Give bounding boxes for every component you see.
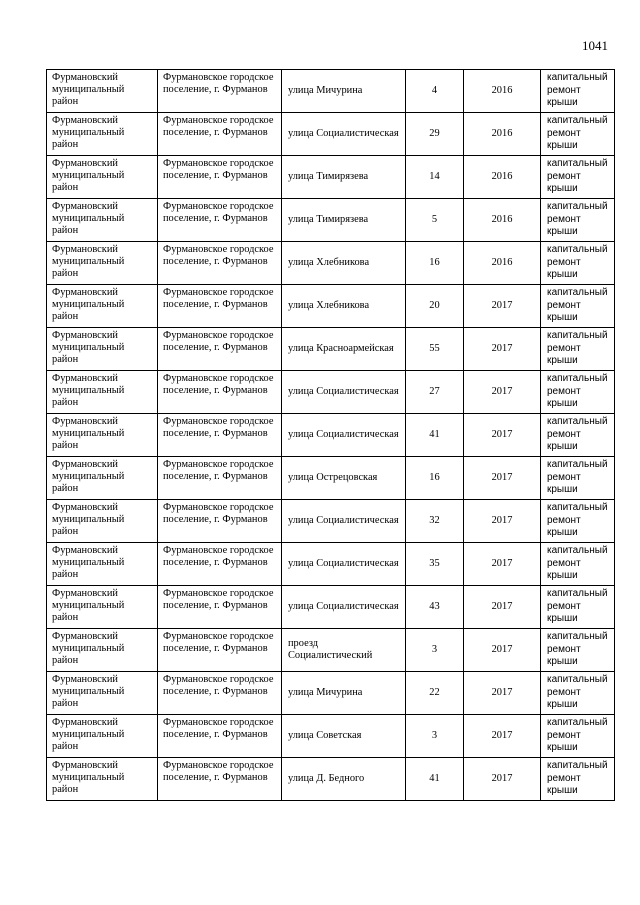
- work-type-cell: капитальный ремонт крыши: [541, 414, 615, 457]
- district-cell: Фурмановский муниципальный район: [47, 199, 158, 242]
- district-cell: Фурмановский муниципальный район: [47, 328, 158, 371]
- house-number-cell: 4: [406, 70, 464, 113]
- house-number-cell: 14: [406, 156, 464, 199]
- settlement-cell: Фурмановское городское поселение, г. Фурманов: [158, 371, 282, 414]
- district-cell: Фурмановский муниципальный район: [47, 500, 158, 543]
- work-type-cell: капитальный ремонт крыши: [541, 457, 615, 500]
- street-cell: улица Советская: [282, 715, 406, 758]
- street-cell: улица Социалистическая: [282, 586, 406, 629]
- house-number-cell: 41: [406, 758, 464, 801]
- house-number-cell: 16: [406, 457, 464, 500]
- work-type-cell: капитальный ремонт крыши: [541, 113, 615, 156]
- year-cell: 2017: [464, 758, 541, 801]
- street-cell: улица Социалистическая: [282, 371, 406, 414]
- house-number-cell: 22: [406, 672, 464, 715]
- settlement-cell: Фурмановское городское поселение, г. Фурманов: [158, 457, 282, 500]
- settlement-cell: Фурмановское городское поселение, г. Фурманов: [158, 715, 282, 758]
- work-type-cell: капитальный ремонт крыши: [541, 70, 615, 113]
- work-type-cell: капитальный ремонт крыши: [541, 543, 615, 586]
- settlement-cell: Фурмановское городское поселение, г. Фурманов: [158, 199, 282, 242]
- settlement-cell: Фурмановское городское поселение, г. Фурманов: [158, 414, 282, 457]
- table-row: [47, 586, 615, 629]
- table-row: [47, 113, 615, 156]
- table-row: [47, 70, 615, 113]
- district-cell: Фурмановский муниципальный район: [47, 156, 158, 199]
- work-type-cell: капитальный ремонт крыши: [541, 672, 615, 715]
- settlement-cell: Фурмановское городское поселение, г. Фурманов: [158, 586, 282, 629]
- street-cell: улица Тимирязева: [282, 199, 406, 242]
- work-type-cell: капитальный ремонт крыши: [541, 242, 615, 285]
- table-row: [47, 672, 615, 715]
- district-cell: Фурмановский муниципальный район: [47, 414, 158, 457]
- work-type-cell: капитальный ремонт крыши: [541, 328, 615, 371]
- year-cell: 2017: [464, 414, 541, 457]
- district-cell: Фурмановский муниципальный район: [47, 586, 158, 629]
- year-cell: 2017: [464, 371, 541, 414]
- street-cell: улица Социалистическая: [282, 500, 406, 543]
- settlement-cell: Фурмановское городское поселение, г. Фурманов: [158, 242, 282, 285]
- work-type-cell: капитальный ремонт крыши: [541, 715, 615, 758]
- house-number-cell: 16: [406, 242, 464, 285]
- registry-table: [46, 69, 615, 801]
- year-cell: 2016: [464, 242, 541, 285]
- work-type-cell: капитальный ремонт крыши: [541, 371, 615, 414]
- street-cell: улица Хлебникова: [282, 285, 406, 328]
- district-cell: Фурмановский муниципальный район: [47, 371, 158, 414]
- street-cell: улица Тимирязева: [282, 156, 406, 199]
- settlement-cell: Фурмановское городское поселение, г. Фурманов: [158, 328, 282, 371]
- district-cell: Фурмановский муниципальный район: [47, 457, 158, 500]
- district-cell: Фурмановский муниципальный район: [47, 543, 158, 586]
- street-cell: улица Острецовская: [282, 457, 406, 500]
- house-number-cell: 27: [406, 371, 464, 414]
- table-row: [47, 500, 615, 543]
- year-cell: 2017: [464, 457, 541, 500]
- work-type-cell: капитальный ремонт крыши: [541, 156, 615, 199]
- house-number-cell: 5: [406, 199, 464, 242]
- street-cell: улица Хлебникова: [282, 242, 406, 285]
- street-cell: улица Мичурина: [282, 70, 406, 113]
- district-cell: Фурмановский муниципальный район: [47, 285, 158, 328]
- table-row: [47, 414, 615, 457]
- district-cell: Фурмановский муниципальный район: [47, 672, 158, 715]
- page-number: 1041: [582, 38, 608, 53]
- district-cell: Фурмановский муниципальный район: [47, 242, 158, 285]
- year-cell: 2017: [464, 543, 541, 586]
- year-cell: 2017: [464, 629, 541, 672]
- house-number-cell: 20: [406, 285, 464, 328]
- table-row: [47, 715, 615, 758]
- street-cell: улица Красноармейская: [282, 328, 406, 371]
- house-number-cell: 35: [406, 543, 464, 586]
- district-cell: Фурмановский муниципальный район: [47, 715, 158, 758]
- district-cell: Фурмановский муниципальный район: [47, 629, 158, 672]
- house-number-cell: 3: [406, 715, 464, 758]
- house-number-cell: 3: [406, 629, 464, 672]
- house-number-cell: 43: [406, 586, 464, 629]
- year-cell: 2017: [464, 285, 541, 328]
- settlement-cell: Фурмановское городское поселение, г. Фурманов: [158, 758, 282, 801]
- table-row: [47, 629, 615, 672]
- work-type-cell: капитальный ремонт крыши: [541, 586, 615, 629]
- street-cell: улица Мичурина: [282, 672, 406, 715]
- registry-table-body: [47, 70, 615, 801]
- table-row: [47, 328, 615, 371]
- table-row: [47, 242, 615, 285]
- year-cell: 2016: [464, 70, 541, 113]
- year-cell: 2017: [464, 715, 541, 758]
- district-cell: Фурмановский муниципальный район: [47, 70, 158, 113]
- work-type-cell: капитальный ремонт крыши: [541, 758, 615, 801]
- street-cell: проезд Социалистический: [282, 629, 406, 672]
- year-cell: 2017: [464, 500, 541, 543]
- year-cell: 2017: [464, 672, 541, 715]
- year-cell: 2017: [464, 328, 541, 371]
- settlement-cell: Фурмановское городское поселение, г. Фурманов: [158, 70, 282, 113]
- year-cell: 2016: [464, 156, 541, 199]
- table-row: [47, 156, 615, 199]
- house-number-cell: 32: [406, 500, 464, 543]
- year-cell: 2017: [464, 586, 541, 629]
- table-row: [47, 371, 615, 414]
- table-row: [47, 285, 615, 328]
- street-cell: улица Д. Бедного: [282, 758, 406, 801]
- district-cell: Фурмановский муниципальный район: [47, 113, 158, 156]
- house-number-cell: 55: [406, 328, 464, 371]
- district-cell: Фурмановский муниципальный район: [47, 758, 158, 801]
- street-cell: улица Социалистическая: [282, 543, 406, 586]
- year-cell: 2016: [464, 113, 541, 156]
- table-row: [47, 199, 615, 242]
- work-type-cell: капитальный ремонт крыши: [541, 199, 615, 242]
- settlement-cell: Фурмановское городское поселение, г. Фурманов: [158, 500, 282, 543]
- settlement-cell: Фурмановское городское поселение, г. Фурманов: [158, 672, 282, 715]
- work-type-cell: капитальный ремонт крыши: [541, 500, 615, 543]
- table-row: [47, 457, 615, 500]
- street-cell: улица Социалистическая: [282, 113, 406, 156]
- settlement-cell: Фурмановское городское поселение, г. Фурманов: [158, 543, 282, 586]
- work-type-cell: капитальный ремонт крыши: [541, 629, 615, 672]
- street-cell: улица Социалистическая: [282, 414, 406, 457]
- settlement-cell: Фурмановское городское поселение, г. Фурманов: [158, 113, 282, 156]
- table-row: [47, 543, 615, 586]
- year-cell: 2016: [464, 199, 541, 242]
- settlement-cell: Фурмановское городское поселение, г. Фурманов: [158, 285, 282, 328]
- table-row: [47, 758, 615, 801]
- work-type-cell: капитальный ремонт крыши: [541, 285, 615, 328]
- settlement-cell: Фурмановское городское поселение, г. Фурманов: [158, 156, 282, 199]
- house-number-cell: 41: [406, 414, 464, 457]
- house-number-cell: 29: [406, 113, 464, 156]
- settlement-cell: Фурмановское городское поселение, г. Фурманов: [158, 629, 282, 672]
